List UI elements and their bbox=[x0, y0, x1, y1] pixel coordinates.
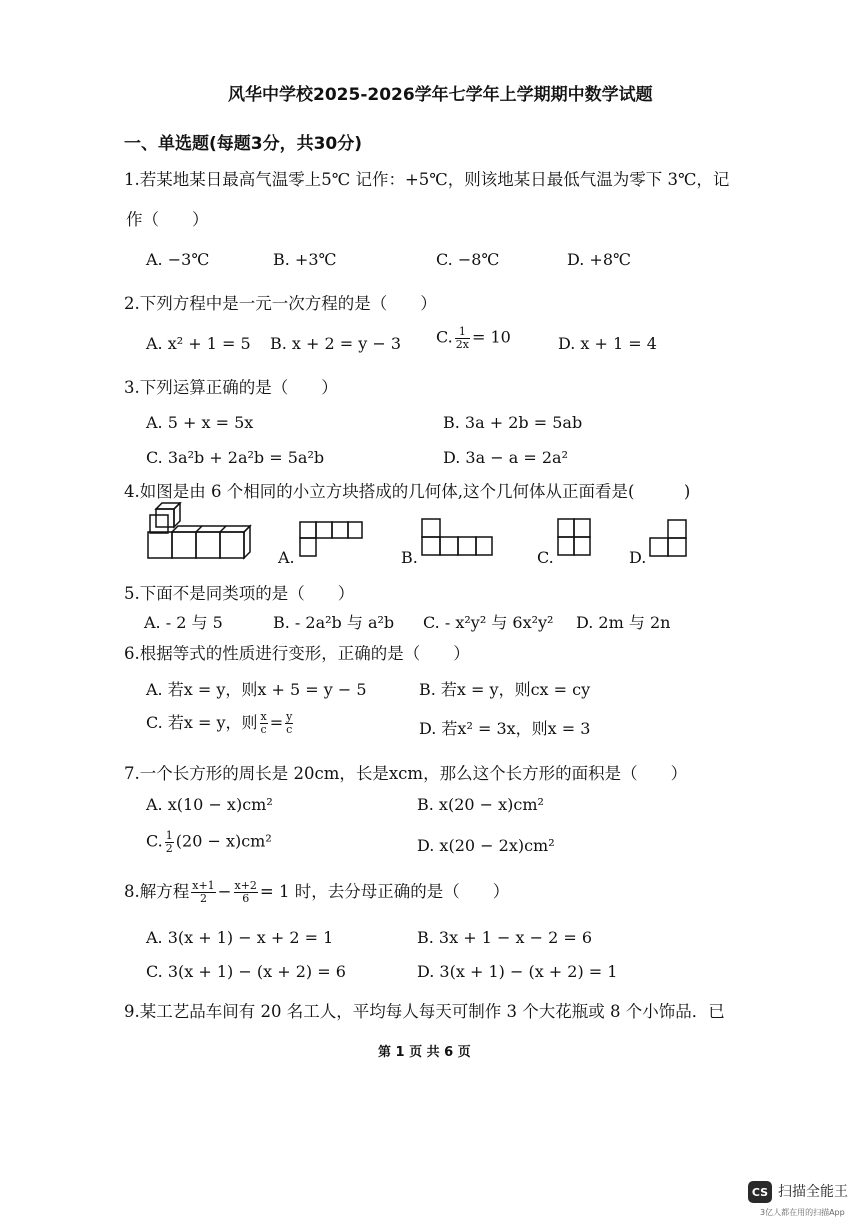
fraction-y-over-c bbox=[285, 711, 293, 735]
q5-option-a: A. - 2 与 5 bbox=[144, 613, 223, 632]
q5-option-c: C. - x²y² 与 6x²y² bbox=[423, 613, 554, 632]
q3-option-d: D. 3a − a = 2a² bbox=[443, 448, 568, 467]
q6-option-c-prefix: C. 若x = y，则 bbox=[146, 713, 258, 732]
equals-sign: = bbox=[269, 713, 284, 732]
question-4-stem: 4.如图是由 6 个相同的小立方块搭成的几何体,这个几何体从正面看是( ) bbox=[124, 482, 691, 501]
fraction-x-plus-2-over-6 bbox=[234, 880, 258, 904]
q6-option-b: B. 若x = y，则cx = cy bbox=[419, 680, 591, 699]
question-1-stem-cont: 作（ ） bbox=[126, 210, 209, 229]
fraction-x-plus-1-over-2 bbox=[191, 880, 215, 904]
fraction-x-over-c bbox=[260, 711, 268, 735]
q2-option-c-rest: = 10 bbox=[471, 327, 511, 347]
watermark-brand: 扫描全能王 bbox=[778, 1184, 848, 1200]
q4-option-b-view bbox=[420, 517, 494, 559]
question-9-stem: 9.某工艺品车间有 20 名工人，平均每人每天可制作 3 个大花瓶或 8 个小饰品．已 bbox=[124, 1002, 725, 1021]
fraction-numerator: 1 bbox=[455, 326, 470, 339]
q2-option-c-label: C. bbox=[436, 327, 453, 347]
section-heading: 一、单选题(每题3分，共30分) bbox=[124, 134, 363, 154]
q8-option-b: B. 3x + 1 − x − 2 = 6 bbox=[417, 928, 593, 947]
camscanner-logo-icon: CS bbox=[748, 1181, 772, 1203]
fraction-denominator: c bbox=[260, 723, 267, 736]
q7-option-c-rest: (20 − x)cm² bbox=[175, 831, 272, 851]
q6-option-c bbox=[146, 710, 295, 736]
watermark-tagline: 3亿人都在用的扫描App bbox=[760, 1208, 845, 1217]
q4-option-b-label: B. bbox=[401, 548, 418, 567]
fraction-denominator: 2x bbox=[455, 337, 469, 351]
question-7-stem: 7.一个长方形的周长是 20cm，长是xcm，那么这个长方形的面积是（ ） bbox=[124, 764, 688, 783]
q8-option-a: A. 3(x + 1) − x + 2 = 1 bbox=[146, 928, 334, 947]
q8-option-d: D. 3(x + 1) − (x + 2) = 1 bbox=[417, 962, 618, 981]
fraction-numerator: x+1 bbox=[192, 879, 215, 893]
q4-option-d-label: D. bbox=[629, 548, 647, 567]
fraction-denominator: c bbox=[286, 723, 293, 736]
q8-stem-suffix: = 1 时，去分母正确的是（ ） bbox=[259, 882, 510, 901]
q2-option-a: A. x² + 1 = 5 bbox=[146, 334, 251, 353]
q1-option-c: C. −8℃ bbox=[436, 250, 500, 269]
question-6-stem: 6.根据等式的性质进行变形，正确的是（ ） bbox=[124, 644, 470, 663]
q2-option-c-fraction bbox=[455, 326, 470, 350]
fraction-denominator: 2 bbox=[165, 841, 173, 855]
q8-stem-prefix: 8.解方程 bbox=[124, 882, 190, 901]
q5-option-d: D. 2m 与 2n bbox=[576, 613, 671, 632]
q5-option-b: B. - 2a²b 与 a²b bbox=[273, 613, 395, 632]
fraction-denominator: 2 bbox=[199, 892, 207, 905]
fraction-denominator: 6 bbox=[242, 892, 250, 905]
q3-option-c: C. 3a²b + 2a²b = 5a²b bbox=[146, 448, 325, 467]
q7-option-d: D. x(20 − 2x)cm² bbox=[417, 836, 555, 855]
fraction-numerator: 1 bbox=[165, 829, 173, 842]
q2-option-d: D. x + 1 = 4 bbox=[558, 334, 657, 353]
q4-option-c-view bbox=[556, 517, 594, 559]
q8-option-c: C. 3(x + 1) − (x + 2) = 6 bbox=[146, 962, 346, 981]
fraction-numerator: x+2 bbox=[234, 879, 257, 893]
q6-option-d: D. 若x² = 3x，则x = 3 bbox=[419, 719, 591, 738]
fraction-one-half bbox=[165, 830, 174, 854]
q7-option-b: B. x(20 − x)cm² bbox=[417, 795, 544, 814]
q7-option-c bbox=[146, 830, 272, 854]
q1-option-b: B. +3℃ bbox=[273, 250, 337, 269]
question-3-stem: 3.下列运算正确的是（ ） bbox=[124, 378, 338, 397]
q3-option-a: A. 5 + x = 5x bbox=[146, 413, 254, 432]
q3-option-b: B. 3a + 2b = 5ab bbox=[443, 413, 583, 432]
page-footer: 第 1 页 共 6 页 bbox=[378, 1045, 471, 1060]
q2-option-c bbox=[436, 326, 511, 350]
q1-option-d: D. +8℃ bbox=[567, 250, 631, 269]
q4-solid-figure bbox=[144, 502, 276, 564]
minus-sign: − bbox=[217, 882, 232, 901]
q7-option-c-label: C. bbox=[146, 831, 163, 851]
q1-option-a: A. −3℃ bbox=[146, 250, 210, 269]
q4-option-a-label: A. bbox=[278, 548, 295, 567]
exam-title: 风华中学校2025-2026学年七学年上学期期中数学试题 bbox=[228, 85, 653, 105]
q4-option-a-view bbox=[298, 520, 364, 560]
q6-option-a: A. 若x = y，则x + 5 = y − 5 bbox=[146, 680, 367, 699]
q7-option-a: A. x(10 − x)cm² bbox=[146, 795, 273, 814]
q4-option-c-label: C. bbox=[537, 548, 554, 567]
question-1-stem: 1.若某地某日最高气温零上5℃ 记作：+5℃，则该地某日最低气温为零下 3℃，记 bbox=[124, 170, 730, 189]
fraction-numerator: x bbox=[260, 710, 267, 724]
question-2-stem: 2.下列方程中是一元一次方程的是（ ） bbox=[124, 294, 437, 313]
question-5-stem: 5.下面不是同类项的是（ ） bbox=[124, 584, 355, 603]
q4-option-d-view bbox=[648, 518, 690, 560]
q2-option-b: B. x + 2 = y − 3 bbox=[270, 334, 402, 353]
question-8-stem bbox=[124, 878, 509, 905]
fraction-numerator: y bbox=[286, 710, 293, 724]
